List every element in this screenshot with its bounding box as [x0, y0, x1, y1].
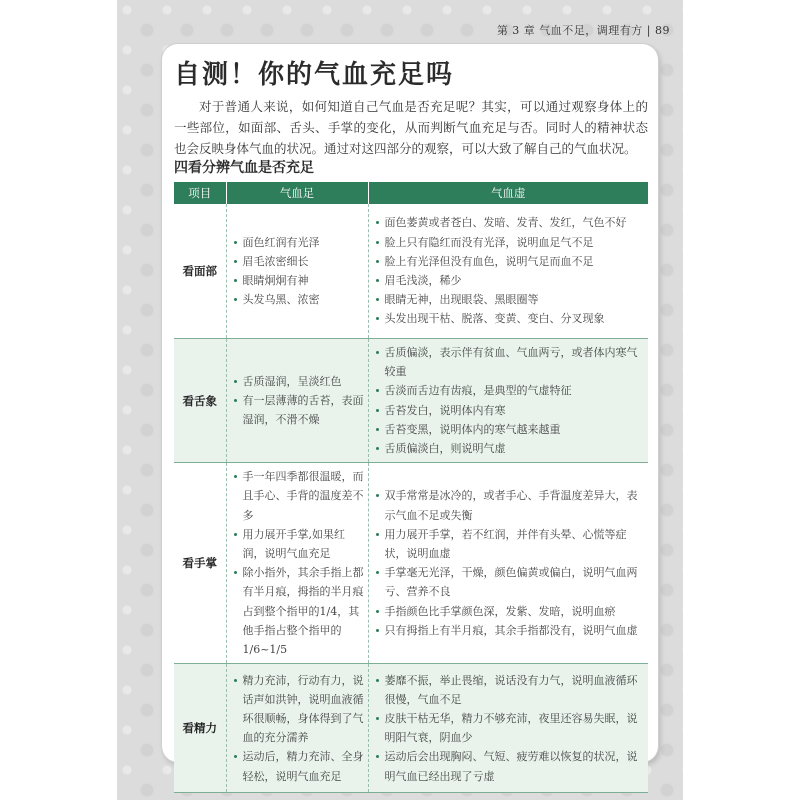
table-header-row	[174, 182, 648, 204]
table-title: 四看分辨气血是否充足	[174, 160, 314, 176]
deficient-cell	[368, 463, 648, 664]
list-item: 眉毛浅淡，稀少	[375, 271, 645, 290]
list-item: 眉毛浓密细长	[233, 252, 364, 271]
list-item: 面色红润有光泽	[233, 233, 364, 252]
running-head: 第 3 章 气血不足，调理有方 | 89	[496, 24, 670, 37]
list-item: 只有拇指上有半月痕，其余手指都没有，说明气血虚	[375, 621, 645, 640]
list-item: 手一年四季都很温暖，而且手心、手背的温度差不多	[233, 467, 364, 525]
deficient-cell	[368, 664, 648, 793]
list-item: 手指颜色比手掌颜色深，发紫、发暗，说明血瘀	[375, 602, 645, 621]
qi-blood-table	[174, 182, 648, 793]
list-item: 精力充沛，行动有力，说话声如洪钟，说明血液循环很顺畅，身体得到了气血的充分濡养	[233, 671, 364, 748]
list-item: 脸上有光泽但没有血色，说明气足而血不足	[375, 252, 645, 271]
header-sufficient: 气血足	[226, 182, 368, 204]
table-row-energy	[174, 664, 648, 793]
deficient-list	[375, 671, 645, 786]
list-item: 眼睛无神，出现眼袋、黑眼圈等	[375, 290, 645, 309]
list-item: 脸上只有隐红而没有光泽，说明血足气不足	[375, 233, 645, 252]
table-row-tongue	[174, 339, 648, 463]
list-item: 除小指外，其余手指上都有半月痕，拇指的半月痕占到整个指甲的1/4，其他手指占整个指甲的 1/6~1/5	[233, 563, 364, 659]
list-item: 用力展开手掌，若不红润，并伴有头晕、心慌等症状，说明血虚	[375, 525, 645, 563]
page-title: 自测！你的气血充足吗	[174, 60, 455, 90]
row-label: 看手掌	[174, 463, 226, 664]
sufficient-list	[233, 233, 364, 310]
deficient-cell	[368, 339, 648, 463]
sufficient-list	[233, 671, 364, 786]
list-item: 眼睛炯炯有神	[233, 271, 364, 290]
deficient-list	[375, 343, 645, 458]
sufficient-cell	[226, 463, 368, 664]
list-item: 用力展开手掌,如果红润，说明气血充足	[233, 525, 364, 563]
list-item: 运动后会出现胸闷、气短、疲劳难以恢复的状况，说明气血已经出现了亏虚	[375, 747, 645, 785]
list-item: 双手常常是冰冷的，或者手心、手背温度差异大，表示气血不足或失衡	[375, 486, 645, 524]
row-label: 看面部	[174, 204, 226, 339]
sufficient-cell	[226, 339, 368, 463]
list-item: 舌苔变黑，说明体内的寒气越来越重	[375, 420, 645, 439]
list-item: 头发出现干枯、脱落、变黄、变白、分叉现象	[375, 309, 645, 328]
deficient-list	[375, 486, 645, 640]
list-item: 舌质偏淡白，则说明气虚	[375, 439, 645, 458]
list-item: 舌淡而舌边有齿痕，是典型的气虚特征	[375, 381, 645, 400]
row-label: 看精力	[174, 664, 226, 793]
table-row-palm	[174, 463, 648, 664]
sufficient-cell	[226, 664, 368, 793]
deficient-cell	[368, 204, 648, 339]
row-label: 看舌象	[174, 339, 226, 463]
list-item: 手掌毫无光泽，干燥，颜色偏黄或偏白，说明气血两亏、营养不良	[375, 563, 645, 601]
header-deficient: 气血虚	[368, 182, 648, 204]
list-item: 头发乌黑、浓密	[233, 290, 364, 309]
header-item: 项目	[174, 182, 226, 204]
intro-paragraph: 对于普通人来说，如何知道自己气血是否充足呢？其实，可以通过观察身体上的一些部位，如面部、舌头、手掌的变化，从而判断气血充足与否。同时人的精神状态也会反映身体气血的状况。通过对这四部分的观察，可以大致了解自己的气血状况。	[174, 99, 648, 156]
list-item: 舌苔发白，说明体内有寒	[375, 401, 645, 420]
sufficient-cell	[226, 204, 368, 339]
list-item: 运动后，精力充沛、全身轻松，说明气血充足	[233, 747, 364, 785]
list-item: 有一层薄薄的舌苔，表面湿润，不滑不燥	[233, 391, 364, 429]
sufficient-list	[233, 467, 364, 659]
table-row-face	[174, 204, 648, 339]
sufficient-list	[233, 372, 364, 430]
list-item: 舌质湿润，呈淡红色	[233, 372, 364, 391]
list-item: 面色萎黄或者苍白、发暗、发青、发红，气色不好	[375, 213, 645, 232]
list-item: 舌质偏淡，表示伴有贫血、气血两亏，或者体内寒气较重	[375, 343, 645, 381]
list-item: 萎靡不振，举止畏缩，说话没有力气，说明血液循环很慢，气血不足	[375, 671, 645, 709]
list-item: 皮肤干枯无华，精力不够充沛，夜里还容易失眠，说明阳气衰，阴血少	[375, 709, 645, 747]
deficient-list	[375, 213, 645, 328]
